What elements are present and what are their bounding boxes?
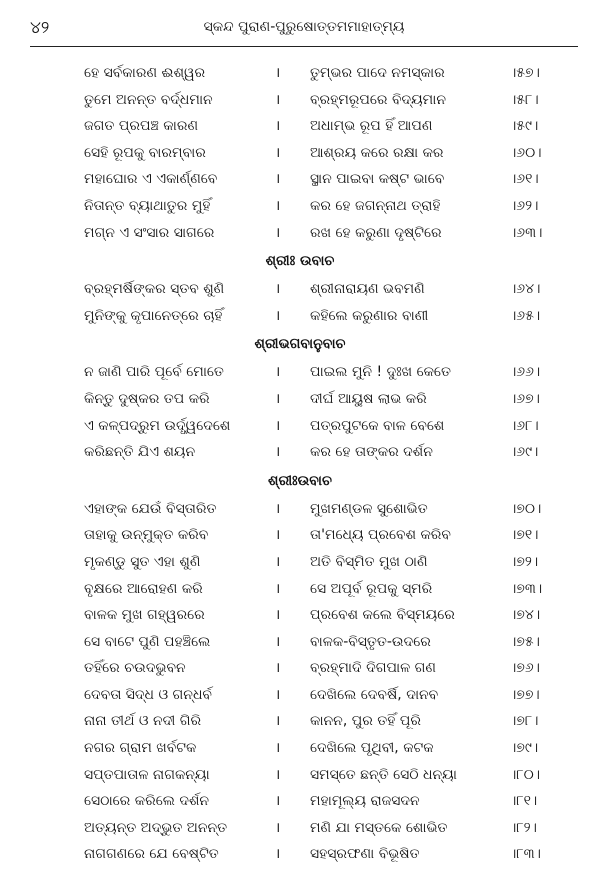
verse-row	[0, 788, 600, 815]
verse-row	[0, 735, 600, 762]
verse-first-line: ତୁମେ ଅନନ୍ତ ବର୍ଦ୍ଧମାନ	[84, 91, 213, 108]
verse-first-line: ଜଗତ ପ୍ରପଞ୍ଚ କାରଣ	[84, 118, 199, 135]
verse-number: ।୬୨।	[510, 197, 539, 214]
verse-number: ।୬୭।	[510, 390, 540, 407]
verse-row	[0, 841, 600, 868]
verse-row	[0, 815, 600, 842]
verse-first-line: ଦେବତା ସିଦ୍ଧ ଓ ଗନ୍ଧର୍ବ	[84, 686, 212, 703]
verse-second-line: କାନନ, ପୁର ତହିଁ ପୂରି	[310, 713, 421, 730]
verse-separator: ।	[275, 281, 281, 298]
verse-second-line: ପ୍ରବେଶ କଲେ ବିସ୍ମୟରେ	[310, 607, 455, 624]
verse-row	[0, 496, 600, 523]
verse-separator: ।	[275, 307, 281, 324]
verse-number: ।୫୮।	[510, 91, 539, 108]
verse-second-line: କର ହେ ଜଗନ୍ନାଥ ତ୍ରାହି	[310, 197, 441, 214]
verse-separator: ।	[275, 144, 281, 161]
verse-second-line: ଅତି ବିସ୍ମିତ ମୁଖ ଠାଣି	[310, 553, 428, 570]
verse-number: ।୮୦।	[510, 766, 541, 783]
verse-row	[0, 522, 600, 549]
running-title: ସ୍କନ୍ଦ ପୁରାଣ-ପୁରୁଷୋତ୍ତମମାହାତ୍ମ୍ୟ	[203, 19, 405, 35]
verse-separator: ।	[275, 417, 281, 434]
verse-row	[0, 439, 600, 466]
verse-first-line: ମୁନିଙ୍କୁ କୃପାନେତ୍ରେ ଚାହିଁ	[84, 307, 223, 324]
verse-first-line: ଅତ୍ୟନ୍ତ ଅଦ୍ଭୁତ ଅନନ୍ତ	[84, 819, 228, 836]
verse-second-line: ଦେଖିଲେ ଦେବର୍ଷି, ଦାନବ	[310, 686, 439, 703]
section-heading: ଶ୍ରୀଃ ଉବାଚ	[265, 253, 335, 270]
verse-row	[0, 140, 600, 167]
verse-first-line: ନାଗଗଣରେ ଯେ ବେଷ୍ଟିତ	[84, 846, 219, 863]
verse-row	[0, 60, 600, 87]
verse-first-line: ନଗର ଗ୍ରାମ ଖର୍ବଟକ	[84, 740, 197, 757]
verse-number: ।୮୨।	[510, 819, 537, 836]
verse-separator: ।	[275, 713, 281, 730]
verse-separator: ।	[275, 118, 281, 135]
section-heading: ଶ୍ରୀଭଗବାନୁବାଚ	[254, 336, 346, 353]
verse-separator: ।	[275, 766, 281, 783]
verse-first-line: ଏହାଙ୍କ ଯେଉଁ ବିସ୍ତାରିତ	[84, 500, 217, 517]
verse-first-line: ସେଠାରେ କରିଲେ ଦର୍ଶନ	[84, 793, 210, 810]
verse-row	[0, 708, 600, 735]
verse-number: ।୭୭।	[510, 686, 540, 703]
verse-second-line: ଅଧାମ୍ଭ ରୂପ ହିଁ ଆପଣ	[310, 118, 433, 135]
verse-number: ।୬୮।	[510, 417, 539, 434]
verse-second-line: ସ୍ଥାନ ପାଇବା କଷ୍ଟ ଭାବେ	[310, 171, 445, 188]
verse-number: ।୭୨।	[510, 553, 539, 570]
verse-row	[0, 276, 600, 303]
verse-row	[0, 166, 600, 193]
verse-second-line: କହିଲେ କରୁଣାର ବାଣୀ	[310, 307, 429, 324]
verse-second-line: ସମସ୍ତେ ଛନ୍ତି ସେଠି ଧନ୍ୟା	[310, 766, 457, 783]
verse-number: ।୬୯।	[510, 444, 539, 461]
verse-number: ।୫୭।	[510, 65, 540, 81]
verse-second-line: ମଣି ଯା ମସ୍ତକେ ଶୋଭିତ	[310, 819, 448, 836]
verse-second-line: କର ହେ ତାଙ୍କର ଦର୍ଶନ	[310, 444, 433, 461]
verse-first-line: ସେହି ରୂପକୁ ବାରମ୍ବାର	[84, 144, 206, 161]
verse-first-line: ଏ କଳ୍ପଦ୍ରୁମ ଉର୍ଦ୍ଧ୍ୱଦେଶେ	[84, 417, 231, 434]
verse-first-line: କିନ୍ତୁ ଦୁଷ୍କର ତପ କରି	[84, 390, 210, 407]
verse-separator: ।	[275, 197, 281, 214]
page-header	[30, 18, 578, 40]
verse-first-line: ବାଳକ ମୁଖ ଗହ୍ୱରରେ	[84, 607, 205, 624]
page-number: ୪୨	[30, 18, 50, 38]
verse-second-line: ଦେଖିଲେ ପୃଥିବୀ, କଟକ	[310, 740, 434, 757]
verse-number: ।୫୯।	[510, 118, 539, 135]
verse-row	[0, 220, 600, 247]
verse-second-line: ବ୍ରହ୍ମାଦି ଦିଗପାଳ ଗଣ	[310, 660, 437, 677]
verse-number: ।୭୮।	[510, 713, 539, 730]
verse-separator: ।	[275, 527, 281, 544]
verse-separator: ।	[275, 607, 281, 624]
verse-number: ।୮୩।	[510, 846, 541, 863]
verse-separator: ।	[275, 390, 281, 407]
verse-first-line: ନାନା ତୀର୍ଥ ଓ ନଦୀ ଗିରି	[84, 713, 202, 730]
verse-body	[0, 60, 600, 868]
verse-first-line: ନିତାନ୍ତ ବ୍ୟାଥାତୁର ମୁହିଁ	[84, 197, 211, 214]
verse-row	[0, 113, 600, 140]
verse-row	[0, 359, 600, 386]
verse-second-line: ଆଶ୍ରୟ କରେ ରକ୍ଷା କର	[310, 144, 444, 161]
verse-row	[0, 193, 600, 220]
verse-separator: ।	[275, 793, 281, 810]
verse-second-line: ବ୍ରହ୍ମରୂପରେ ବିଦ୍ୟମାନ	[310, 91, 446, 108]
verse-number: ।୭୧।	[510, 527, 539, 544]
verse-second-line: ତା'ମଧ୍ୟେ ପ୍ରବେଶ କରିବ	[310, 527, 451, 544]
verse-row	[0, 87, 600, 114]
verse-number: ।୭୩।	[510, 580, 543, 597]
verse-second-line: ତୁମ୍ଭର ପାଦେ ନମସ୍କାର	[310, 65, 445, 81]
header-rule	[30, 46, 578, 47]
verse-separator: ।	[275, 91, 281, 108]
verse-row	[0, 386, 600, 413]
verse-second-line: ମହାମୂଲ୍ୟ ରାଜସଦନ	[310, 793, 420, 810]
verse-first-line: ତହିଁରେ ଚଉଦଭୁବନ	[84, 660, 186, 677]
verse-separator: ।	[275, 364, 281, 381]
verse-first-line: କରିଛନ୍ତି ଯିଏ ଶୟନ	[84, 444, 196, 461]
verse-separator: ।	[275, 819, 281, 836]
verse-second-line: ଶ୍ରୀନାରାୟଣ ଭବମଣି	[310, 281, 425, 298]
verse-number: ।୭୬।	[510, 660, 540, 677]
verse-number: ।୬୫।	[510, 307, 541, 324]
verse-second-line: ମୁଖମଣ୍ଡଳ ସୁଶୋଭିତ	[310, 500, 428, 517]
verse-separator: ।	[275, 500, 281, 517]
verse-separator: ।	[275, 444, 281, 461]
verse-separator: ।	[275, 686, 281, 703]
section-heading: ଶ୍ରୀଃଉବାଚ	[268, 472, 332, 489]
verse-separator: ।	[275, 171, 281, 188]
verse-number: ।୭୦।	[510, 500, 542, 517]
verse-first-line: ବୃକ୍ଷରେ ଆରୋହଣ କରି	[84, 580, 203, 597]
verse-row	[0, 303, 600, 330]
verse-number: ।୭୫।	[510, 633, 540, 650]
verse-row	[0, 762, 600, 789]
verse-number: ।୬୧।	[510, 171, 539, 188]
verse-separator: ।	[275, 224, 281, 241]
verse-separator: ।	[275, 65, 281, 81]
verse-second-line: ବାଳକ-ବିସ୍ତୃତ-ଉଦରେ	[310, 633, 431, 650]
verse-second-line: ସେ ଅପୂର୍ବ ରୂପକୁ ସ୍ମରି	[310, 580, 433, 597]
verse-number: ।୭୪।	[510, 607, 541, 624]
verse-row	[0, 413, 600, 440]
verse-first-line: ମଗ୍ନ ଏ ସଂସାର ସାଗରେ	[84, 224, 215, 241]
verse-separator: ।	[275, 580, 281, 597]
verse-separator: ।	[275, 633, 281, 650]
verse-first-line: ତାହାକୁ ଉନ୍ମୁକ୍ତ କରିବ	[84, 527, 209, 544]
verse-row	[0, 576, 600, 603]
verse-second-line: ରଖ ହେ କରୁଣା ଦୃଷ୍ଟିରେ	[310, 224, 442, 241]
verse-number: ।୭୯।	[510, 740, 539, 757]
verse-first-line: ମୃକଣ୍ଡୁ ସୁତ ଏହା ଶୁଣି	[84, 553, 201, 570]
verse-separator: ।	[275, 553, 281, 570]
verse-row	[0, 655, 600, 682]
verse-second-line: ଦୀର୍ଘ ଆୟୁଷ ଲାଭ କରି	[310, 390, 427, 407]
verse-number: ।୬୬।	[510, 364, 541, 381]
verse-second-line: ସହସ୍ରଫଣା ବିଭୂଷିତ	[310, 846, 420, 863]
verse-first-line: ସପ୍ତପାତାଳ ନାଗକନ୍ୟା	[84, 766, 210, 783]
verse-separator: ।	[275, 740, 281, 757]
verse-number: ।୮୧।	[510, 793, 538, 810]
verse-row	[0, 602, 600, 629]
verse-separator: ।	[275, 660, 281, 677]
verse-first-line: ମହାଘୋର ଏ ଏକାର୍ଣ୍ଣବେ	[84, 171, 218, 188]
verse-second-line: ପାଇଲ ମୁନି ! ଦୁଃଖ କେତେ	[310, 364, 451, 381]
verse-first-line: ହେ ସର୍ବକାରଣ ଈଶ୍ୱର	[84, 65, 206, 81]
verse-first-line: ବ୍ରହ୍ମର୍ଷିଙ୍କର ସ୍ତବ ଶୁଣି	[84, 281, 225, 298]
verse-number: ।୬୪।	[510, 281, 541, 298]
verse-separator: ।	[275, 846, 281, 863]
verse-first-line: ସେ ବାଟେ ପୁଣି ପହଞ୍ଚିଲେ	[84, 633, 211, 650]
verse-number: ।୬୦।	[510, 144, 542, 161]
verse-row	[0, 549, 600, 576]
verse-first-line: ନ ଜାଣି ପାରି ପୂର୍ବେ ମୋତେ	[84, 364, 224, 381]
verse-row	[0, 629, 600, 656]
verse-number: ।୬୩।	[510, 224, 543, 241]
verse-second-line: ପତ୍ରପୁଟକେ ବାଳ ବେଶେ	[310, 417, 445, 434]
verse-row	[0, 682, 600, 709]
